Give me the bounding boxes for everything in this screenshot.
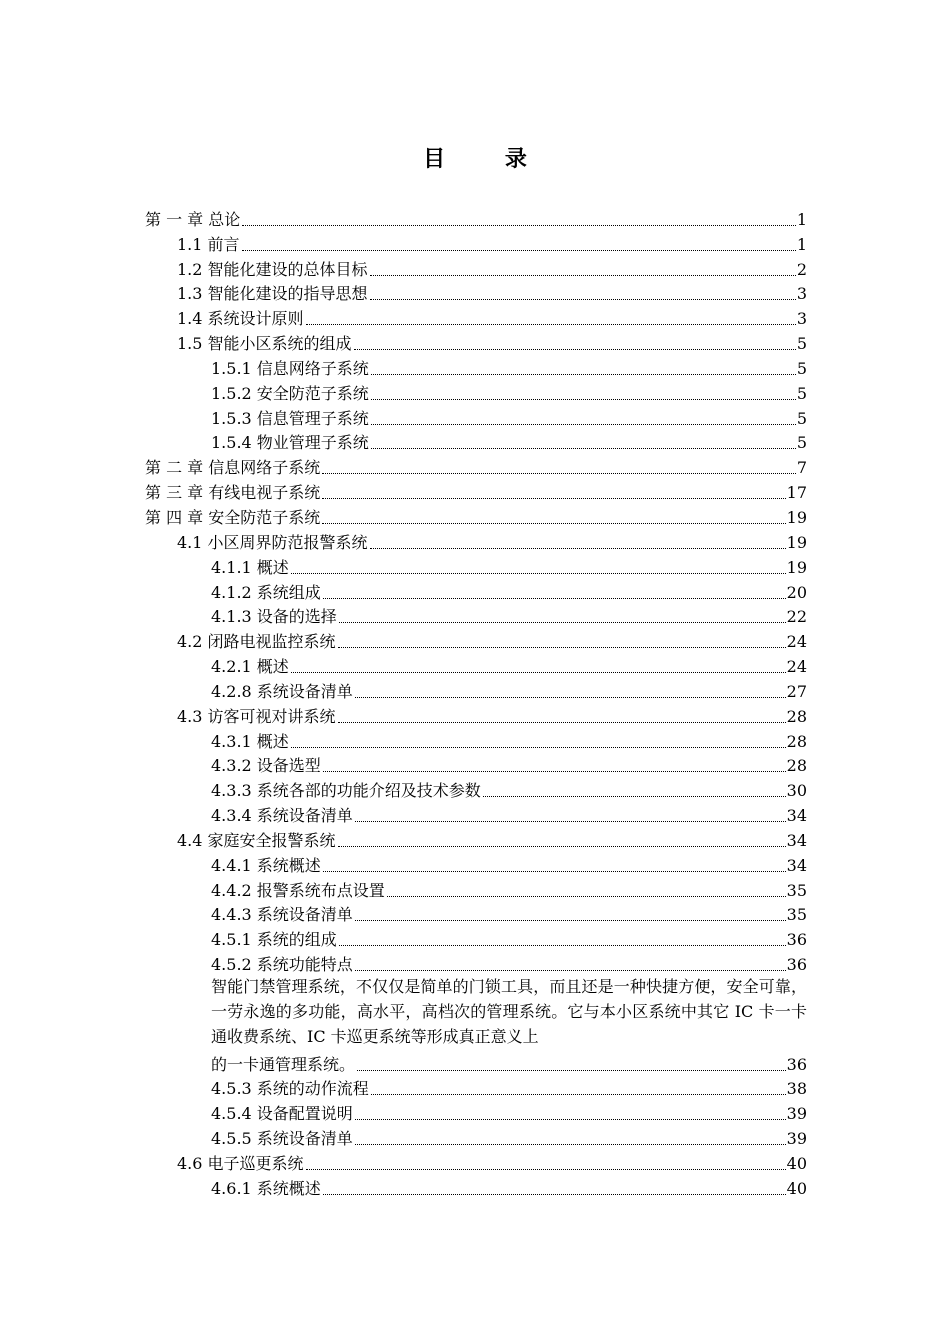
toc-entry-label: 1.3 智能化建设的指导思想 xyxy=(177,284,368,304)
toc-entry[interactable] xyxy=(145,280,807,305)
toc-entry-label: 1.5.4 物业管理子系统 xyxy=(211,433,369,453)
toc-entry-label: 4.2.8 系统设备清单 xyxy=(211,681,353,701)
dot-leader xyxy=(483,796,786,797)
toc-entry[interactable] xyxy=(145,1124,807,1149)
toc-entry-label: 4.3.1 概述 xyxy=(211,731,289,751)
toc-page-number: 19 xyxy=(786,532,807,552)
toc-entry[interactable] xyxy=(145,1149,807,1174)
dot-leader xyxy=(387,896,786,897)
toc-page-number: 19 xyxy=(786,507,807,527)
toc-entry-label: 4.4.3 系统设备清单 xyxy=(211,905,353,925)
toc-page-number: 27 xyxy=(786,681,807,701)
toc-entry[interactable] xyxy=(145,652,807,677)
toc-entry[interactable] xyxy=(145,205,807,230)
toc-page-number: 5 xyxy=(796,358,807,378)
toc-entry[interactable] xyxy=(145,354,807,379)
toc-entry-label: 第 四 章 安全防范子系统 xyxy=(145,507,321,527)
toc-entry[interactable] xyxy=(145,429,807,454)
toc-entry[interactable] xyxy=(145,478,807,503)
table-of-contents xyxy=(145,205,807,1199)
dot-leader xyxy=(338,722,786,723)
toc-entry-label: 4.4.1 系统概述 xyxy=(211,855,321,875)
toc-page-number: 28 xyxy=(786,731,807,751)
dot-leader xyxy=(322,498,785,499)
toc-entry[interactable] xyxy=(145,776,807,801)
dot-leader xyxy=(370,275,796,276)
toc-entry-label: 4.1.1 概述 xyxy=(211,557,289,577)
toc-entry[interactable] xyxy=(145,826,807,851)
dot-leader xyxy=(355,920,786,921)
toc-entry[interactable] xyxy=(145,801,807,826)
toc-entry[interactable] xyxy=(145,528,807,553)
toc-entry-label: 4.2.1 概述 xyxy=(211,657,289,677)
toc-page-number: 34 xyxy=(786,855,807,875)
toc-entry-label: 4.5.4 设备配置说明 xyxy=(211,1104,353,1124)
dot-leader xyxy=(323,871,786,872)
toc-entry[interactable] xyxy=(145,876,807,901)
toc-entry[interactable] xyxy=(145,752,807,777)
toc-entry[interactable] xyxy=(145,1075,807,1100)
toc-entry[interactable] xyxy=(145,230,807,255)
toc-entry-label: 1.5 智能小区系统的组成 xyxy=(177,334,352,354)
toc-page-number: 7 xyxy=(796,458,807,478)
dot-leader xyxy=(322,523,785,524)
toc-page-number: 40 xyxy=(786,1178,807,1198)
toc-page-number: 24 xyxy=(786,632,807,652)
dot-leader xyxy=(370,299,796,300)
toc-entry-label: 4.5.2 系统功能特点 xyxy=(211,955,353,975)
toc-entry[interactable] xyxy=(145,702,807,727)
toc-entry[interactable] xyxy=(145,304,807,329)
toc-page-number: 35 xyxy=(786,905,807,925)
toc-page-number: 34 xyxy=(786,806,807,826)
dot-leader xyxy=(371,424,796,425)
toc-entry[interactable] xyxy=(145,379,807,404)
toc-entry-label: 1.1 前言 xyxy=(177,234,240,254)
dot-leader xyxy=(322,473,796,474)
toc-entry[interactable] xyxy=(145,553,807,578)
dot-leader xyxy=(306,324,796,325)
toc-page-number: 39 xyxy=(786,1104,807,1124)
dot-leader xyxy=(357,1070,786,1071)
toc-entry[interactable] xyxy=(145,503,807,528)
toc-entry[interactable] xyxy=(145,925,807,950)
toc-page-number: 36 xyxy=(786,930,807,950)
dot-leader xyxy=(355,1144,786,1145)
dot-leader xyxy=(371,374,796,375)
toc-page-number: 1 xyxy=(796,209,807,229)
toc-page-number: 2 xyxy=(796,259,807,279)
dot-leader xyxy=(339,945,786,946)
toc-entry[interactable] xyxy=(145,1174,807,1199)
toc-entry[interactable] xyxy=(145,255,807,280)
toc-entry-label: 4.1.2 系统组成 xyxy=(211,582,321,602)
toc-entry-label: 1.4 系统设计原则 xyxy=(177,309,304,329)
toc-entry-label: 4.3.4 系统设备清单 xyxy=(211,806,353,826)
dot-leader xyxy=(323,771,786,772)
toc-entry-label: 4.4.2 报警系统布点设置 xyxy=(211,880,385,900)
toc-entry[interactable] xyxy=(145,404,807,429)
toc-entry[interactable] xyxy=(145,950,807,975)
toc-page-number: 5 xyxy=(796,408,807,428)
toc-page-number: 17 xyxy=(786,483,807,503)
dot-leader xyxy=(355,821,786,822)
dot-leader xyxy=(355,1119,786,1120)
dot-leader xyxy=(355,970,786,971)
dot-leader xyxy=(371,1094,786,1095)
toc-entry-label: 1.5.3 信息管理子系统 xyxy=(211,408,369,428)
toc-entry[interactable] xyxy=(145,851,807,876)
toc-entry-label: 4.3.2 设备选型 xyxy=(211,756,321,776)
toc-page-number: 30 xyxy=(786,781,807,801)
toc-page-number: 5 xyxy=(796,334,807,354)
dot-leader xyxy=(355,697,786,698)
toc-entry-label: 4.6 电子巡更系统 xyxy=(177,1153,304,1173)
toc-page-number: 35 xyxy=(786,880,807,900)
dot-leader xyxy=(323,1194,786,1195)
toc-entry-label: 1.5.2 安全防范子系统 xyxy=(211,383,369,403)
toc-page-number: 38 xyxy=(786,1079,807,1099)
toc-entry-label: 4.4 家庭安全报警系统 xyxy=(177,830,336,850)
toc-page-number: 39 xyxy=(786,1129,807,1149)
toc-entry-label: 1.5.1 信息网络子系统 xyxy=(211,358,369,378)
toc-paragraph: 智能门禁管理系统，不仅仅是简单的门锁工具，而且还是一种快捷方便，安全可靠，一劳永逸的多功能，高水平，高档次的管理系统。它与本小区系统中其它 IC 卡一卡通收费系统、IC 卡巡更系统等形成真正意义上 xyxy=(211,977,807,1046)
toc-entry[interactable] xyxy=(145,1050,807,1075)
dot-leader xyxy=(354,349,796,350)
toc-entry[interactable] xyxy=(145,677,807,702)
toc-entry-label: 第 二 章 信息网络子系统 xyxy=(145,458,321,478)
toc-page-number: 36 xyxy=(786,955,807,975)
dot-leader xyxy=(291,747,786,748)
toc-entry-label: 4.1.3 设备的选择 xyxy=(211,607,337,627)
toc-entry-label: 4.1 小区周界防范报警系统 xyxy=(177,532,368,552)
toc-entry[interactable] xyxy=(145,329,807,354)
dot-leader xyxy=(291,672,786,673)
toc-entry-label: 4.5.1 系统的组成 xyxy=(211,930,337,950)
toc-page-number: 19 xyxy=(786,557,807,577)
dot-leader xyxy=(242,250,796,251)
dot-leader xyxy=(242,225,796,226)
dot-leader xyxy=(338,647,786,648)
toc-page-number: 5 xyxy=(796,383,807,403)
toc-entry[interactable] xyxy=(145,603,807,628)
toc-page-number: 36 xyxy=(786,1054,807,1074)
dot-leader xyxy=(323,598,786,599)
toc-page-number: 28 xyxy=(786,706,807,726)
toc-page-number: 34 xyxy=(786,830,807,850)
toc-page-number: 3 xyxy=(796,309,807,329)
toc-entry-label: 第 三 章 有线电视子系统 xyxy=(145,483,321,503)
toc-page-number: 3 xyxy=(796,284,807,304)
toc-title: 目 录 xyxy=(423,146,553,172)
toc-entry-label: 的一卡通管理系统。 xyxy=(211,1054,356,1074)
toc-page-number: 40 xyxy=(786,1153,807,1173)
toc-page-number: 28 xyxy=(786,756,807,776)
toc-entry-label: 4.2 闭路电视监控系统 xyxy=(177,632,336,652)
toc-page-number: 5 xyxy=(796,433,807,453)
toc-entry[interactable] xyxy=(145,901,807,926)
toc-entry[interactable] xyxy=(145,1099,807,1124)
dot-leader xyxy=(370,548,786,549)
dot-leader xyxy=(371,399,796,400)
toc-entry-label: 4.3.3 系统各部的功能介绍及技术参数 xyxy=(211,781,481,801)
toc-entry[interactable] xyxy=(145,453,807,478)
toc-entry-label: 4.5.5 系统设备清单 xyxy=(211,1129,353,1149)
toc-entry-label: 4.5.3 系统的动作流程 xyxy=(211,1079,369,1099)
toc-page-number: 24 xyxy=(786,657,807,677)
toc-entry[interactable] xyxy=(145,578,807,603)
toc-entry[interactable] xyxy=(145,627,807,652)
dot-leader xyxy=(338,846,786,847)
dot-leader xyxy=(339,622,786,623)
dot-leader xyxy=(306,1169,786,1170)
dot-leader xyxy=(291,573,786,574)
toc-entry-label: 第 一 章 总论 xyxy=(145,209,241,229)
toc-page-number: 20 xyxy=(786,582,807,602)
dot-leader xyxy=(371,448,796,449)
toc-entry-label: 4.3 访客可视对讲系统 xyxy=(177,706,336,726)
toc-page-number: 22 xyxy=(786,607,807,627)
toc-page-number: 1 xyxy=(796,234,807,254)
toc-entry[interactable] xyxy=(145,727,807,752)
toc-entry-label: 4.6.1 系统概述 xyxy=(211,1178,321,1198)
toc-entry-label: 1.2 智能化建设的总体目标 xyxy=(177,259,368,279)
